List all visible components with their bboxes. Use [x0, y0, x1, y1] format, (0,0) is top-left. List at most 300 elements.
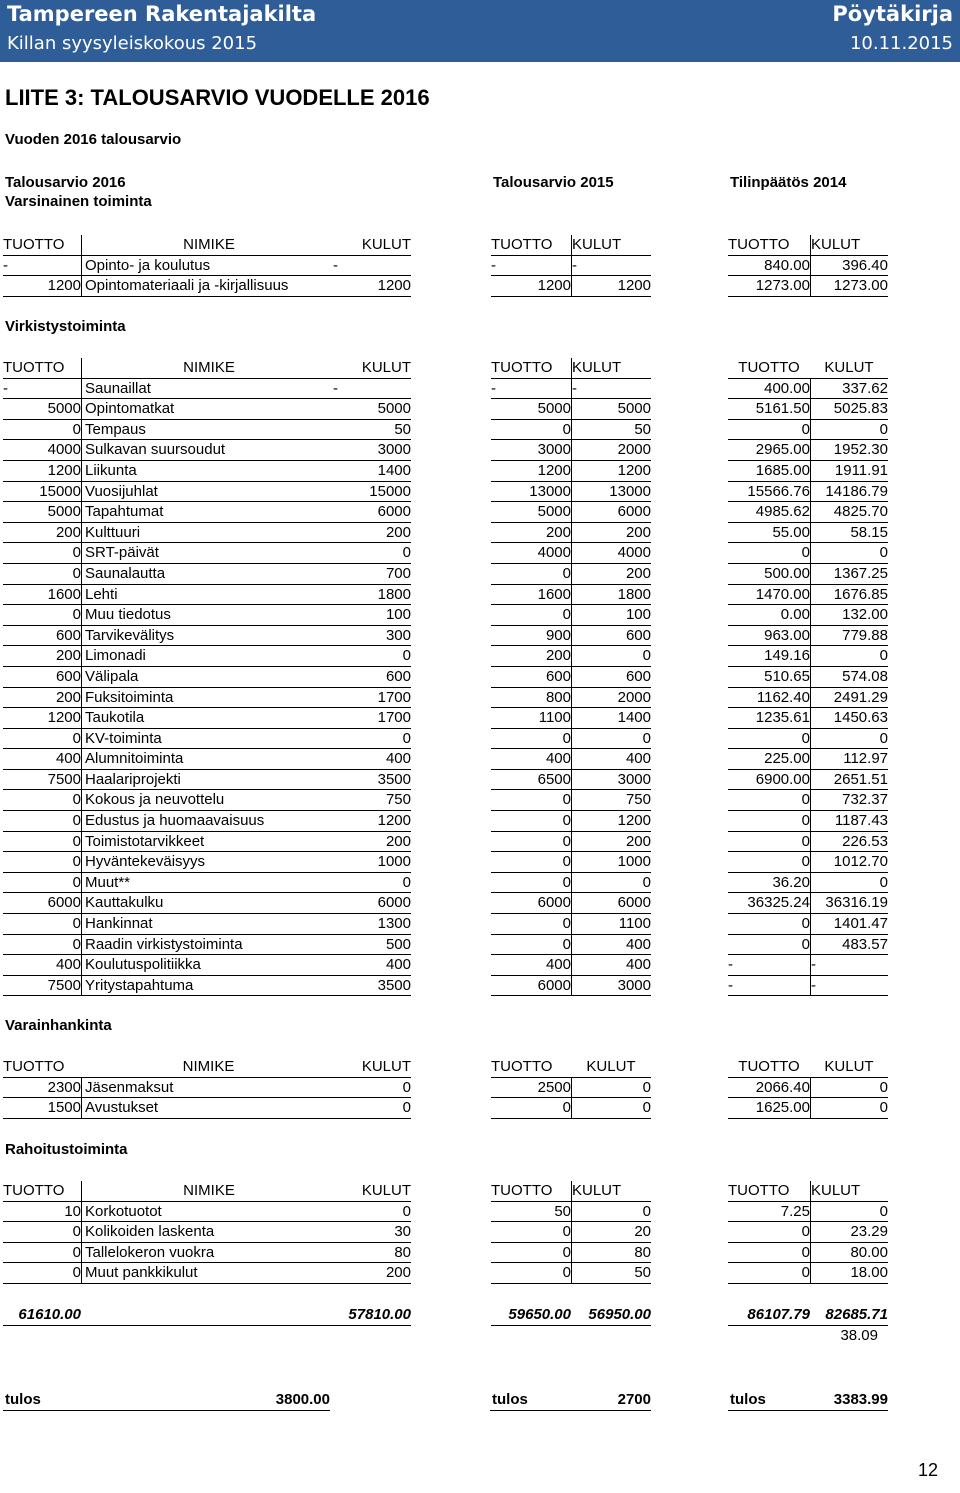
cell-income-2016: 400: [3, 955, 81, 976]
cell-costs-2016: -: [333, 379, 411, 400]
cell-income-2014: 0: [728, 832, 810, 853]
cell-item-name: Tempaus: [81, 420, 333, 441]
col-header: TUOTTO: [491, 1181, 571, 1202]
cell-income-2015: 0: [491, 1222, 571, 1243]
table-row: [3, 1078, 888, 1099]
cell-item-name: Raadin virkistystoiminta: [81, 935, 333, 956]
table-row: [3, 852, 888, 873]
cell-costs-2014: 2491.29: [810, 688, 888, 709]
cell-income-2016: 0: [3, 811, 81, 832]
cell-costs-2016: 0: [333, 543, 411, 564]
table-row: [3, 543, 888, 564]
cell-income-2015: 0: [491, 729, 571, 750]
cell-item-name: Muut**: [81, 873, 333, 894]
cell-costs-2015: 13000: [571, 482, 651, 503]
result-2015-value: 2700: [617, 1391, 651, 1408]
cell-costs-2016: 400: [333, 955, 411, 976]
group-statement-2014: Tilinpäätös 2014: [730, 174, 847, 191]
cell-costs-2016: 200: [333, 832, 411, 853]
cell-costs-2015: 50: [571, 420, 651, 441]
col-header: TUOTTO: [728, 1181, 810, 1202]
table-row: [3, 1243, 888, 1264]
col-header: KULUT: [571, 358, 651, 379]
table-row: [3, 976, 888, 997]
cell-income-2015: 400: [491, 955, 571, 976]
cell-income-2015: 50: [491, 1202, 571, 1223]
cell-income-2016: 1500: [3, 1098, 81, 1119]
cell-income-2014: 36325.24: [728, 893, 810, 914]
cell-costs-2016: 1000: [333, 852, 411, 873]
total-2014-income: 86107.79: [728, 1305, 810, 1326]
cell-costs-2015: 50: [571, 1263, 651, 1284]
cell-costs-2014: 14186.79: [810, 482, 888, 503]
cell-costs-2016: 700: [333, 564, 411, 585]
cell-income-2016: 0: [3, 790, 81, 811]
col-header: TUOTTO: [491, 358, 571, 379]
table-row: [3, 276, 888, 297]
cell-costs-2016: 3000: [333, 440, 411, 461]
cell-income-2015: 0: [491, 873, 571, 894]
cell-costs-2015: 20: [571, 1222, 651, 1243]
cell-costs-2016: 3500: [333, 770, 411, 791]
group-budget-2016: Talousarvio 2016: [5, 174, 126, 191]
cell-costs-2014: 732.37: [810, 790, 888, 811]
cell-costs-2016: 0: [333, 729, 411, 750]
cell-income-2014: 840.00: [728, 256, 810, 277]
header-row: [3, 1057, 888, 1078]
col-header: TUOTTO: [491, 1057, 571, 1078]
total-2016-costs: 57810.00: [333, 1305, 411, 1326]
cell-costs-2014: 23.29: [810, 1222, 888, 1243]
cell-costs-2015: 1200: [571, 461, 651, 482]
cell-item-name: Opintomatkat: [81, 399, 333, 420]
meeting-date: 10.11.2015: [849, 33, 953, 54]
cell-costs-2014: 2651.51: [810, 770, 888, 791]
table-row: [3, 1098, 888, 1119]
cell-income-2016: 0: [3, 605, 81, 626]
cell-costs-2016: 0: [333, 1202, 411, 1223]
total-2014-costs: 82685.71: [810, 1305, 888, 1326]
cell-income-2014: 0: [728, 914, 810, 935]
cell-item-name: Jäsenmaksut: [81, 1078, 333, 1099]
table-row: [3, 379, 888, 400]
cell-item-name: Tallelokeron vuokra: [81, 1243, 333, 1264]
page-title: LIITE 3: TALOUSARVIO VUODELLE 2016: [5, 85, 430, 110]
cell-costs-2014: 0: [810, 1078, 888, 1099]
col-header: TUOTTO: [728, 235, 810, 256]
cell-costs-2014: 1012.70: [810, 852, 888, 873]
cell-costs-2014: 36316.19: [810, 893, 888, 914]
col-header: TUOTTO: [3, 235, 81, 256]
cell-income-2015: 800: [491, 688, 571, 709]
cell-income-2014: 0.00: [728, 605, 810, 626]
cell-costs-2016: 5000: [333, 399, 411, 420]
cell-costs-2015: 1200: [571, 811, 651, 832]
cell-costs-2015: 0: [571, 729, 651, 750]
cell-item-name: Hyväntekeväisyys: [81, 852, 333, 873]
cell-costs-2015: 1800: [571, 585, 651, 606]
cell-income-2014: 15566.76: [728, 482, 810, 503]
cell-item-name: Hankinnat: [81, 914, 333, 935]
cell-costs-2015: 1100: [571, 914, 651, 935]
cell-costs-2015: 600: [571, 626, 651, 647]
cell-costs-2015: -: [571, 379, 651, 400]
meeting-name: Killan syysyleiskokous 2015: [7, 33, 258, 54]
col-header: TUOTTO: [3, 1181, 81, 1202]
cell-income-2014: -: [728, 976, 810, 997]
table-row: [3, 605, 888, 626]
cell-costs-2015: 0: [571, 1078, 651, 1099]
result-label: tulos: [492, 1391, 528, 1408]
table-body: [3, 1202, 888, 1284]
cell-item-name: Toimistotarvikkeet: [81, 832, 333, 853]
cell-income-2016: 0: [3, 1222, 81, 1243]
cell-income-2014: 0: [728, 811, 810, 832]
cell-income-2014: 2066.40: [728, 1078, 810, 1099]
cell-income-2015: 1200: [491, 461, 571, 482]
cell-costs-2015: 200: [571, 832, 651, 853]
cell-costs-2014: 4825.70: [810, 502, 888, 523]
cell-income-2014: 0: [728, 1243, 810, 1264]
cell-income-2014: 225.00: [728, 749, 810, 770]
page-header: [0, 0, 960, 62]
cell-costs-2016: 30: [333, 1222, 411, 1243]
cell-income-2016: 0: [3, 1243, 81, 1264]
col-header: NIMIKE: [81, 358, 333, 379]
cell-costs-2016: 1700: [333, 708, 411, 729]
cell-costs-2014: 0: [810, 420, 888, 441]
cell-costs-2014: 80.00: [810, 1243, 888, 1264]
cell-item-name: Edustus ja huomaavaisuus: [81, 811, 333, 832]
cell-costs-2014: 132.00: [810, 605, 888, 626]
header-row: [3, 1181, 888, 1202]
table-row: [3, 420, 888, 441]
cell-costs-2016: 500: [333, 935, 411, 956]
cell-item-name: Kokous ja neuvottelu: [81, 790, 333, 811]
group-budget-2015: Talousarvio 2015: [493, 174, 614, 191]
cell-costs-2016: 0: [333, 1078, 411, 1099]
table-row: [3, 749, 888, 770]
cell-costs-2014: 0: [810, 1202, 888, 1223]
col-header: NIMIKE: [81, 1181, 333, 1202]
cell-costs-2016: 50: [333, 420, 411, 441]
table-row: [3, 585, 888, 606]
cell-income-2015: 0: [491, 564, 571, 585]
cell-income-2016: 1200: [3, 461, 81, 482]
cell-costs-2015: 2000: [571, 440, 651, 461]
cell-income-2014: 55.00: [728, 523, 810, 544]
cell-costs-2016: 1400: [333, 461, 411, 482]
table-row: [3, 646, 888, 667]
total-2015-costs: 56950.00: [571, 1305, 651, 1326]
result-label: tulos: [730, 1391, 766, 1408]
cell-costs-2014: 5025.83: [810, 399, 888, 420]
result-2014: [728, 1390, 888, 1411]
table-row: [3, 729, 888, 750]
col-header: KULUT: [810, 1057, 888, 1078]
cell-item-name: Avustukset: [81, 1098, 333, 1119]
cell-costs-2015: 6000: [571, 502, 651, 523]
result-2015: [490, 1390, 651, 1411]
cell-costs-2014: 1676.85: [810, 585, 888, 606]
cell-costs-2016: 3500: [333, 976, 411, 997]
cell-costs-2014: 0: [810, 873, 888, 894]
cell-income-2015: 0: [491, 1263, 571, 1284]
cell-income-2016: 600: [3, 626, 81, 647]
table-row: [3, 790, 888, 811]
org-name: Tampereen Rakentajakilta: [7, 2, 317, 26]
col-header: TUOTTO: [3, 358, 81, 379]
header-row: [3, 235, 888, 256]
result-label: tulos: [5, 1391, 41, 1408]
cell-item-name: Liikunta: [81, 461, 333, 482]
cell-costs-2014: -: [810, 955, 888, 976]
cell-income-2014: 0: [728, 543, 810, 564]
cell-income-2015: -: [491, 256, 571, 277]
result-2014-value: 3383.99: [833, 1391, 888, 1408]
cell-income-2016: 7500: [3, 770, 81, 791]
col-header: KULUT: [571, 1181, 651, 1202]
cell-income-2016: 15000: [3, 482, 81, 503]
cell-income-2014: 510.65: [728, 667, 810, 688]
cell-income-2016: 10: [3, 1202, 81, 1223]
cell-income-2015: 1200: [491, 276, 571, 297]
section-title-varainhankinta: Varainhankinta: [5, 1017, 112, 1034]
cell-item-name: Opinto- ja koulutus: [81, 256, 333, 277]
cell-income-2014: 400.00: [728, 379, 810, 400]
cell-income-2014: 0: [728, 935, 810, 956]
cell-item-name: Korkotuotot: [81, 1202, 333, 1223]
table-body: [3, 1078, 888, 1119]
cell-costs-2016: 0: [333, 873, 411, 894]
cell-costs-2016: 6000: [333, 893, 411, 914]
cell-income-2016: 0: [3, 1263, 81, 1284]
doc-type: Pöytäkirja: [832, 2, 953, 26]
cell-income-2015: 5000: [491, 502, 571, 523]
cell-income-2015: 6000: [491, 976, 571, 997]
cell-costs-2014: 574.08: [810, 667, 888, 688]
cell-item-name: Koulutuspolitiikka: [81, 955, 333, 976]
table-row: [3, 482, 888, 503]
cell-costs-2014: -: [810, 976, 888, 997]
cell-costs-2015: 0: [571, 873, 651, 894]
table-row: [3, 1222, 888, 1243]
cell-income-2016: 0: [3, 852, 81, 873]
table-row: [3, 914, 888, 935]
cell-income-2014: 2965.00: [728, 440, 810, 461]
cell-item-name: Sulkavan suursoudut: [81, 440, 333, 461]
cell-income-2016: 0: [3, 729, 81, 750]
cell-costs-2014: 1273.00: [810, 276, 888, 297]
cell-income-2015: 5000: [491, 399, 571, 420]
cell-costs-2016: 80: [333, 1243, 411, 1264]
cell-income-2014: 500.00: [728, 564, 810, 585]
table-body: [3, 256, 888, 297]
table-row: [3, 935, 888, 956]
cell-costs-2016: 1700: [333, 688, 411, 709]
cell-income-2016: 5000: [3, 399, 81, 420]
cell-costs-2014: 1367.25: [810, 564, 888, 585]
cell-costs-2015: 1000: [571, 852, 651, 873]
cell-income-2016: 1200: [3, 276, 81, 297]
cell-income-2015: 6500: [491, 770, 571, 791]
col-header: KULUT: [810, 235, 888, 256]
cell-costs-2015: 200: [571, 564, 651, 585]
cell-income-2016: 200: [3, 523, 81, 544]
col-header: KULUT: [810, 1181, 888, 1202]
cell-income-2015: 0: [491, 1243, 571, 1264]
cell-costs-2014: 0: [810, 543, 888, 564]
cell-costs-2015: 2000: [571, 688, 651, 709]
cell-costs-2015: 1200: [571, 276, 651, 297]
cell-costs-2015: 4000: [571, 543, 651, 564]
cell-income-2015: 0: [491, 1098, 571, 1119]
table-row: [3, 461, 888, 482]
col-header: KULUT: [810, 358, 888, 379]
col-header: TUOTTO: [728, 358, 810, 379]
cell-income-2015: 0: [491, 790, 571, 811]
cell-income-2015: 0: [491, 935, 571, 956]
table-row: [3, 688, 888, 709]
result-2016-value: 3800.00: [275, 1391, 330, 1408]
cell-income-2015: 1100: [491, 708, 571, 729]
cell-item-name: Yritystapahtuma: [81, 976, 333, 997]
cell-income-2016: 4000: [3, 440, 81, 461]
col-header: KULUT: [333, 235, 411, 256]
table-rahoitus: [3, 1181, 888, 1284]
cell-income-2014: 1162.40: [728, 688, 810, 709]
cell-costs-2014: 1450.63: [810, 708, 888, 729]
cell-income-2016: 400: [3, 749, 81, 770]
cell-item-name: Muu tiedotus: [81, 605, 333, 626]
cell-costs-2015: 400: [571, 935, 651, 956]
cell-costs-2014: 0: [810, 729, 888, 750]
cell-costs-2014: 0: [810, 1098, 888, 1119]
cell-item-name: Haalariprojekti: [81, 770, 333, 791]
cell-income-2015: 0: [491, 811, 571, 832]
cell-income-2016: 2300: [3, 1078, 81, 1099]
total-2016-income: 61610.00: [3, 1305, 81, 1326]
table-row: [3, 708, 888, 729]
cell-item-name: Fuksitoiminta: [81, 688, 333, 709]
cell-income-2014: 1685.00: [728, 461, 810, 482]
cell-income-2016: 0: [3, 914, 81, 935]
cell-costs-2015: 1400: [571, 708, 651, 729]
table-row: [3, 770, 888, 791]
cell-income-2014: 5161.50: [728, 399, 810, 420]
cell-item-name: Saunalautta: [81, 564, 333, 585]
cell-costs-2016: 600: [333, 667, 411, 688]
cell-income-2015: 0: [491, 914, 571, 935]
cell-costs-2014: 1401.47: [810, 914, 888, 935]
cell-costs-2015: 0: [571, 1098, 651, 1119]
cell-item-name: Opintomateriaali ja -kirjallisuus: [81, 276, 333, 297]
table-row: [3, 440, 888, 461]
cell-costs-2015: 5000: [571, 399, 651, 420]
totals-row: [3, 1305, 888, 1346]
subtitle: Vuoden 2016 talousarvio: [5, 131, 182, 148]
cell-costs-2016: 200: [333, 523, 411, 544]
cell-item-name: Välipala: [81, 667, 333, 688]
cell-costs-2016: 0: [333, 1098, 411, 1119]
table-row: [3, 955, 888, 976]
section-title-virkistys: Virkistystoiminta: [5, 318, 126, 335]
table-virkistys: [3, 358, 888, 996]
cell-costs-2014: 226.53: [810, 832, 888, 853]
cell-item-name: Lehti: [81, 585, 333, 606]
cell-costs-2014: 112.97: [810, 749, 888, 770]
cell-costs-2014: 779.88: [810, 626, 888, 647]
cell-income-2016: -: [3, 379, 81, 400]
cell-costs-2015: 750: [571, 790, 651, 811]
cell-costs-2016: 1200: [333, 276, 411, 297]
cell-costs-2016: 1200: [333, 811, 411, 832]
cell-income-2014: 36.20: [728, 873, 810, 894]
total-divider: [81, 1305, 333, 1326]
cell-item-name: Tarvikevälitys: [81, 626, 333, 647]
col-header: KULUT: [333, 1181, 411, 1202]
cell-costs-2016: 400: [333, 749, 411, 770]
cell-income-2014: 0: [728, 1263, 810, 1284]
cell-costs-2015: 80: [571, 1243, 651, 1264]
cell-costs-2015: 600: [571, 667, 651, 688]
cell-income-2014: 0: [728, 852, 810, 873]
cell-income-2014: 149.16: [728, 646, 810, 667]
cell-costs-2016: 200: [333, 1263, 411, 1284]
cell-income-2016: 7500: [3, 976, 81, 997]
cell-costs-2015: -: [571, 256, 651, 277]
cell-costs-2014: 1911.91: [810, 461, 888, 482]
cell-item-name: Alumnitoiminta: [81, 749, 333, 770]
cell-income-2014: 0: [728, 1222, 810, 1243]
cell-costs-2015: 400: [571, 749, 651, 770]
table-row: [3, 1263, 888, 1284]
cell-costs-2015: 3000: [571, 976, 651, 997]
table-varainhankinta: [3, 1057, 888, 1119]
cell-income-2014: 1625.00: [728, 1098, 810, 1119]
table-varsinainen: [3, 235, 888, 297]
page-number: 12: [917, 1460, 938, 1480]
cell-costs-2014: 1952.30: [810, 440, 888, 461]
cell-costs-2016: 300: [333, 626, 411, 647]
cell-income-2014: 1273.00: [728, 276, 810, 297]
table-row: [3, 564, 888, 585]
cell-income-2014: 6900.00: [728, 770, 810, 791]
cell-item-name: Muut pankkikulut: [81, 1263, 333, 1284]
cell-income-2016: 0: [3, 935, 81, 956]
cell-income-2016: 0: [3, 564, 81, 585]
cell-costs-2015: 0: [571, 1202, 651, 1223]
cell-income-2016: 200: [3, 688, 81, 709]
cell-item-name: Tapahtumat: [81, 502, 333, 523]
cell-income-2015: 4000: [491, 543, 571, 564]
col-header: KULUT: [571, 1057, 651, 1078]
cell-costs-2015: 400: [571, 955, 651, 976]
cell-income-2015: 2500: [491, 1078, 571, 1099]
col-header: TUOTTO: [491, 235, 571, 256]
table-row: [3, 811, 888, 832]
table-row: [3, 893, 888, 914]
col-header: KULUT: [333, 1057, 411, 1078]
result-row: [3, 1390, 888, 1411]
cell-income-2016: 0: [3, 543, 81, 564]
table-row: [3, 1202, 888, 1223]
cell-income-2014: 963.00: [728, 626, 810, 647]
cell-item-name: Saunaillat: [81, 379, 333, 400]
header-row: [3, 358, 888, 379]
cell-costs-2016: 750: [333, 790, 411, 811]
col-header: TUOTTO: [3, 1057, 81, 1078]
